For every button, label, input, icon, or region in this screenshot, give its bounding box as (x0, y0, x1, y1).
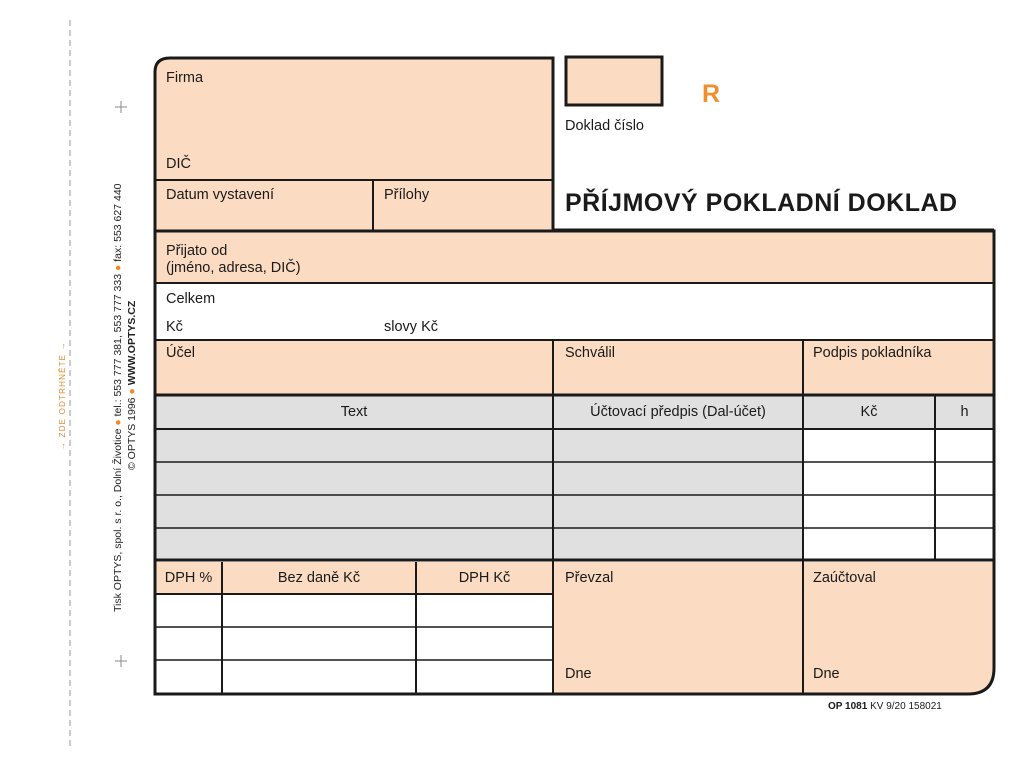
purpose-label: Účel (166, 345, 196, 361)
tax-id-label: DIČ (166, 156, 191, 172)
company-label: Firma (166, 70, 204, 86)
form-code (828, 701, 942, 712)
posted-by-label: Zaúčtoval (813, 570, 876, 586)
approved-label: Schválil (565, 345, 615, 361)
bullet-icon: ● (112, 264, 124, 271)
currency-label: Kč (166, 319, 183, 335)
printer-line2-a: © OPTYS 1996 (126, 397, 138, 470)
vat-header-base: Bez daně Kč (277, 570, 361, 586)
received-by-label: Převzal (565, 570, 614, 586)
bullet-icon: ● (126, 388, 138, 395)
form-code-version: KV 9/20 (870, 701, 906, 712)
tear-off-instruction: → ZDE ODTRHNĚTE → (58, 341, 67, 450)
registration-mark-top (115, 101, 127, 113)
doc-number-label: Doklad číslo (565, 118, 644, 134)
form-code-number: OP 1081 (828, 701, 868, 712)
doc-number-box (566, 57, 662, 105)
items-header-text: Text (340, 404, 368, 420)
cashier-signature-label: Podpis pokladníka (813, 345, 932, 361)
attachments-label: Přílohy (384, 187, 430, 203)
series-letter: R (702, 80, 721, 108)
vat-header-rate: DPH % (164, 570, 213, 586)
printer-line1-b: tel.: 553 777 381, 553 777 333 (112, 273, 124, 417)
bottom-section (553, 562, 994, 694)
company-block (155, 58, 553, 233)
form-code-serial: 158021 (908, 701, 942, 712)
printer-line2-b: WWW.OPTYS.CZ (126, 300, 138, 386)
printer-info-line2 (126, 301, 138, 470)
document-title: PŘÍJMOVÝ POKLADNÍ DOKLAD (565, 189, 958, 217)
in-words-label: slovy Kč (384, 319, 438, 335)
registration-mark-bottom (115, 655, 127, 667)
vat-header-amount: DPH Kč (458, 570, 511, 586)
items-header-accounting: Účtovací předpis (Dal-účet) (590, 404, 766, 420)
date-label-right: Dne (813, 666, 840, 682)
printer-line1-c: fax: 553 627 440 (112, 183, 124, 262)
printer-line1-a: Tisk OPTYS, spol. s r. o., Dolní Životice (112, 428, 124, 612)
bullet-icon: ● (112, 419, 124, 426)
total-label: Celkem (166, 291, 216, 307)
items-header-czk: Kč (860, 404, 878, 420)
items-header-hal: h (960, 404, 969, 420)
items-gray-area (155, 428, 803, 559)
date-label-left: Dne (565, 666, 592, 682)
received-from-sub-label: (jméno, adresa, DIČ) (166, 260, 301, 276)
total-band (155, 283, 994, 340)
date-issued-label: Datum vystavení (166, 187, 274, 203)
printer-info-line1 (112, 184, 124, 613)
received-from-label: Přijato od (166, 243, 228, 259)
